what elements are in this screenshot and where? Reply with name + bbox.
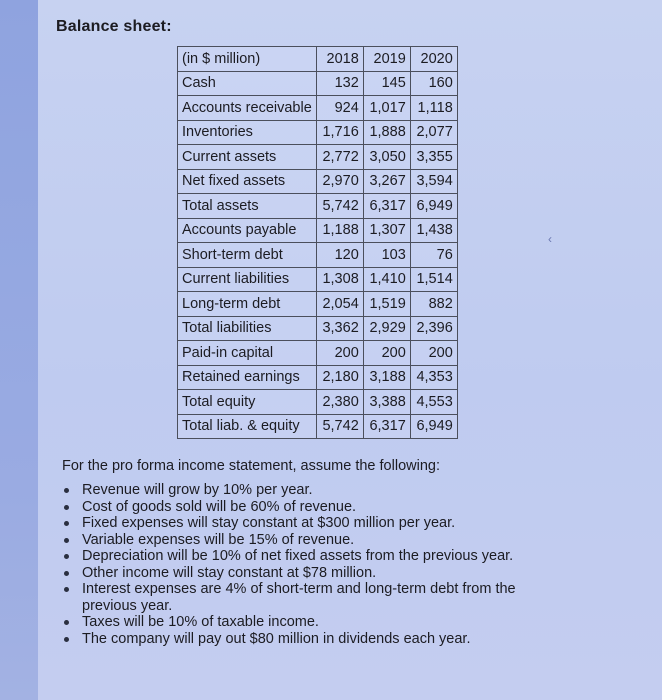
assumption-text: Depreciation will be 10% of net fixed assets from the previous year.: [82, 548, 514, 564]
value-cell: 200: [410, 341, 457, 366]
bullet-icon: [64, 505, 69, 510]
table-row: [178, 390, 458, 415]
value-cell: 5,742: [316, 414, 363, 439]
list-item: [62, 631, 562, 648]
value-cell: 2,077: [410, 120, 457, 145]
value-cell: 2,054: [316, 292, 363, 317]
value-cell: 2,772: [316, 145, 363, 170]
page-title: Balance sheet:: [56, 18, 172, 35]
year-header: 2019: [363, 47, 410, 72]
list-item: [62, 482, 562, 499]
value-cell: 145: [363, 71, 410, 96]
value-cell: 924: [316, 96, 363, 121]
value-cell: 1,308: [316, 267, 363, 292]
value-cell: 3,355: [410, 145, 457, 170]
bullet-icon: [64, 554, 69, 559]
list-item: [62, 499, 562, 516]
list-item: [62, 515, 562, 532]
assumption-text: Taxes will be 10% of taxable income.: [82, 614, 319, 630]
row-label: Current assets: [178, 145, 317, 170]
table-row: [178, 71, 458, 96]
table-row: [178, 243, 458, 268]
row-label: Total liab. & equity: [178, 414, 317, 439]
bullet-icon: [64, 538, 69, 543]
assumption-text: Fixed expenses will stay constant at $300 million per year.: [82, 515, 456, 531]
value-cell: 2,180: [316, 365, 363, 390]
value-cell: 76: [410, 243, 457, 268]
assumption-text: Interest expenses are 4% of short-term and long-term debt from the previous year.: [82, 581, 516, 614]
value-cell: 6,317: [363, 194, 410, 219]
year-header: 2020: [410, 47, 457, 72]
bullet-icon: [64, 521, 69, 526]
table-row: [178, 169, 458, 194]
value-cell: 2,970: [316, 169, 363, 194]
table-row: [178, 194, 458, 219]
value-cell: 4,553: [410, 390, 457, 415]
value-cell: 1,519: [363, 292, 410, 317]
value-cell: 2,396: [410, 316, 457, 341]
row-label: Total assets: [178, 194, 317, 219]
pen-mark: ‹: [548, 232, 552, 246]
value-cell: 5,742: [316, 194, 363, 219]
value-cell: 160: [410, 71, 457, 96]
value-cell: 3,362: [316, 316, 363, 341]
row-label: Long-term debt: [178, 292, 317, 317]
year-header: 2018: [316, 47, 363, 72]
value-cell: 1,888: [363, 120, 410, 145]
row-label: Total liabilities: [178, 316, 317, 341]
value-cell: 1,188: [316, 218, 363, 243]
row-label: Accounts receivable: [178, 96, 317, 121]
table-row: [178, 316, 458, 341]
list-item: [62, 581, 562, 614]
value-cell: 132: [316, 71, 363, 96]
row-label: Cash: [178, 71, 317, 96]
balance-sheet-table: [177, 46, 458, 439]
table-row: [178, 414, 458, 439]
value-cell: 103: [363, 243, 410, 268]
assumption-text: Cost of goods sold will be 60% of revenue.: [82, 498, 357, 515]
value-cell: 6,949: [410, 414, 457, 439]
row-label: Current liabilities: [178, 267, 317, 292]
balance-sheet-body: [178, 47, 458, 439]
value-cell: 6,949: [410, 194, 457, 219]
value-cell: 1,307: [363, 218, 410, 243]
bullet-icon: [64, 488, 69, 493]
bullet-icon: [64, 571, 69, 576]
value-cell: 2,929: [363, 316, 410, 341]
bullet-icon: [64, 637, 69, 642]
assumptions-intro: For the pro forma income statement, assume the following:: [62, 458, 440, 474]
value-cell: 882: [410, 292, 457, 317]
value-cell: 120: [316, 243, 363, 268]
table-row: [178, 120, 458, 145]
assumptions-list: [62, 482, 562, 647]
table-row: [178, 218, 458, 243]
value-cell: 200: [363, 341, 410, 366]
assumption-text: Other income will stay constant at $78 million.: [82, 564, 377, 581]
value-cell: 2,380: [316, 390, 363, 415]
table-row: [178, 96, 458, 121]
row-label: Short-term debt: [178, 243, 317, 268]
table-header-row: [178, 47, 458, 72]
assumption-text: Revenue will grow by 10% per year.: [82, 482, 313, 498]
value-cell: 1,017: [363, 96, 410, 121]
bullet-icon: [64, 620, 69, 625]
bullet-icon: [64, 587, 69, 592]
value-cell: 3,188: [363, 365, 410, 390]
table-row: [178, 365, 458, 390]
row-label: Retained earnings: [178, 365, 317, 390]
table-row: [178, 145, 458, 170]
row-label: Paid-in capital: [178, 341, 317, 366]
table-row: [178, 292, 458, 317]
list-item: [62, 532, 562, 549]
assumption-text: Variable expenses will be 15% of revenue.: [82, 531, 355, 548]
list-item: [62, 548, 562, 565]
value-cell: 200: [316, 341, 363, 366]
table-row: [178, 267, 458, 292]
row-label: Inventories: [178, 120, 317, 145]
value-cell: 3,594: [410, 169, 457, 194]
value-cell: 3,050: [363, 145, 410, 170]
list-item: [62, 614, 562, 631]
value-cell: 3,267: [363, 169, 410, 194]
value-cell: 1,410: [363, 267, 410, 292]
row-label: Total equity: [178, 390, 317, 415]
value-cell: 1,118: [410, 96, 457, 121]
unit-label: (in $ million): [178, 47, 317, 72]
value-cell: 4,353: [410, 365, 457, 390]
value-cell: 1,438: [410, 218, 457, 243]
list-item: [62, 565, 562, 582]
table-row: [178, 341, 458, 366]
value-cell: 6,317: [363, 414, 410, 439]
value-cell: 3,388: [363, 390, 410, 415]
row-label: Accounts payable: [178, 218, 317, 243]
assumption-text: The company will pay out $80 million in dividends each year.: [82, 630, 471, 647]
value-cell: 1,514: [410, 267, 457, 292]
value-cell: 1,716: [316, 120, 363, 145]
row-label: Net fixed assets: [178, 169, 317, 194]
